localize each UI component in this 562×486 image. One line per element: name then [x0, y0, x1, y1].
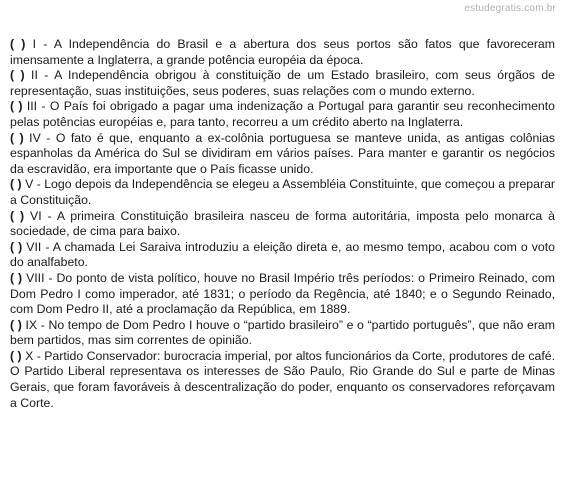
- statement-text: I - A Independência do Brasil e a abertura dos seus portos são fatos que favoreceram imensamente a Inglaterra, a grande potência européia da época.: [10, 37, 555, 67]
- statement-item: [10, 68, 555, 99]
- statement-text: II - A Independência obrigou à constituição de um Estado brasileiro, com seus órgãos de representação, suas instituições, seus poderes, suas relações com o mundo externo.: [10, 68, 555, 98]
- answer-blank[interactable]: ( ): [10, 130, 24, 145]
- answer-blank[interactable]: ( ): [10, 208, 25, 223]
- answer-blank[interactable]: ( ): [10, 239, 23, 254]
- statement-item: [10, 37, 555, 68]
- answer-blank[interactable]: ( ): [10, 68, 25, 83]
- statement-item: [10, 271, 555, 318]
- statement-item: [10, 349, 555, 411]
- statement-text: VII - A chamada Lei Saraiva introduziu a eleição direta e, ao mesmo tempo, acabou com o voto do analfabeto.: [10, 239, 555, 270]
- true-false-question-list: [10, 37, 555, 411]
- statement-text: V - Logo depois da Independência se elegeu a Assembléia Constituinte, que começou a preparar a Constituição.: [10, 177, 556, 207]
- statement-item: [10, 318, 555, 349]
- statement-item: [10, 131, 555, 178]
- statement-text: X - Partido Conservador: burocracia imperial, por altos funcionários da Corte, produtores de café. O Partido Liberal representava os interesses de São Paulo, Rio Grande do Sul e parte de Minas Gerais, que foram favoráveis à descentralização do poder, enquanto os conservadores reforçavam a Corte.: [10, 348, 555, 410]
- statement-item: [10, 99, 555, 130]
- statement-text: III - O País foi obrigado a pagar uma indenização a Portugal para garantir seu reconhecimento pelas potências européias e, para tanto, recorreu a um crédito aberto na Inglaterra.: [10, 99, 556, 129]
- statement-text: VI - A primeira Constituição brasileira nasceu de forma autoritária, imposta pelo monarca à sociedade, de cima para baixo.: [10, 208, 556, 239]
- site-watermark: estudegratis.com.br: [464, 3, 556, 14]
- statement-item: [10, 177, 555, 208]
- answer-blank[interactable]: ( ): [10, 348, 22, 363]
- answer-blank[interactable]: ( ): [10, 177, 22, 192]
- statement-text: IX - No tempo de Dom Pedro I houve o “partido brasileiro” e o “partido português”, que não eram bem partidos, mas sim correntes de opinião.: [10, 317, 555, 348]
- answer-blank[interactable]: ( ): [10, 99, 23, 114]
- statement-item: [10, 209, 555, 240]
- statement-text: IV - O fato é que, enquanto a ex-colônia portuguesa se manteve unida, as antigas colônias espanholas da América do Sul se dividiram em vários países. Para manter e garantir os negócios da escravidão, era importante que o País ficasse unido.: [10, 130, 555, 176]
- statement-text: VIII - Do ponto de vista político, houve no Brasil Império três períodos: o Primeiro Reinado, com Dom Pedro I como imperador, até 1831; o período da Regência, até 1840; e o Segundo Reinado, com Dom Pedro II, até a proclamação da República, em 1889.: [10, 270, 556, 317]
- answer-blank[interactable]: ( ): [10, 317, 22, 332]
- answer-blank[interactable]: ( ): [10, 37, 26, 51]
- answer-blank[interactable]: ( ): [10, 270, 23, 285]
- statement-item: [10, 240, 555, 271]
